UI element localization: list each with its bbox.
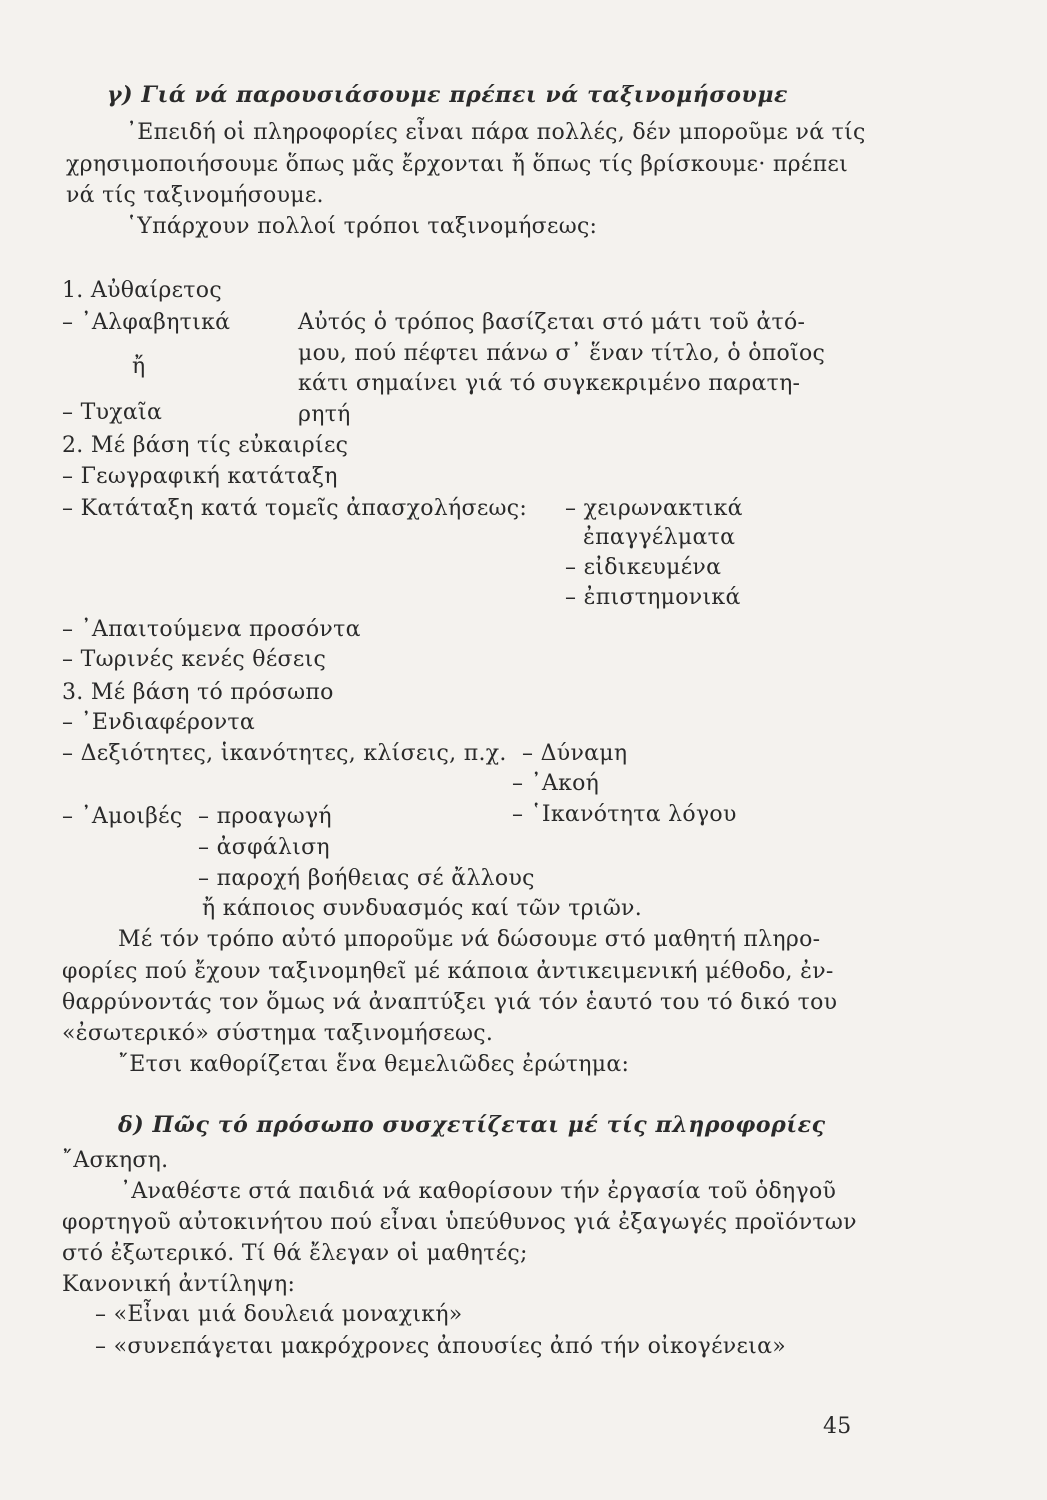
section-d-normal: Κανονική ἀντίληψη:: [62, 1272, 296, 1297]
section-g-para1-line3: νά τίς ταξινομήσουμε.: [66, 183, 324, 208]
section-g-para3-line4: «ἐσωτερικό» σύστημα ταξινομήσεως.: [62, 1021, 494, 1046]
item2-requirements: – ᾿Απαιτούμενα προσόντα: [62, 617, 361, 642]
section-d-quote1: – «Εἶναι μιά δουλειά μοναχική»: [95, 1302, 463, 1327]
section-d-quote2: – «συνεπάγεται μακρόχρονες ἀπουσίες ἀπό τήν οἰκογένεια»: [95, 1334, 786, 1359]
item1-desc-line4: ρητή: [298, 402, 351, 427]
item2-sectors: – Κατάταξη κατά τομεῖς ἀπασχολήσεως:: [62, 496, 528, 521]
page-number: 45: [823, 1414, 852, 1439]
item2-geo: – Γεωγραφική κατάταξη: [62, 464, 338, 489]
item1-desc-line3: κάτι σημαίνει γιά τό συγκεκριμένο παρατη-: [298, 371, 801, 396]
section-g-para3-line2: φορίες πού ἔχουν ταξινομηθεῖ μέ κάποια ἀντικειμενική μέθοδο, ἐν-: [62, 959, 834, 984]
item2-sub-scientific: – ἐπιστημονικά: [565, 585, 741, 610]
item1-desc-line1: Αὐτός ὁ τρόπος βασίζεται στό μάτι τοῦ ἀτό-: [298, 310, 806, 335]
item1-title: 1. Αὐθαίρετος: [62, 278, 222, 303]
section-g-para1-line1: ᾿Επειδή οἱ πληροφορίες εἶναι πάρα πολλές, δέν μποροῦμε νά τίς: [126, 120, 866, 145]
item3-interests: – ᾿Ενδιαφέροντα: [62, 710, 256, 735]
section-d-exercise: ῎Ασκηση.: [62, 1148, 169, 1173]
item3-title: 3. Μέ βάση τό πρόσωπο: [62, 680, 334, 705]
item2-sub-manual: – χειρωνακτικά: [565, 496, 743, 521]
item2-vacancies: – Τωρινές κενές θέσεις: [62, 647, 327, 672]
item1-random: – Τυχαῖα: [62, 400, 163, 425]
item3-skill-hearing: – ᾿Ακοή: [512, 771, 600, 796]
section-g-para4: ῎Ετσι καθορίζεται ἕνα θεμελιῶδες ἐρώτημα:: [118, 1052, 630, 1077]
section-d-para1-line3: στό ἐξωτερικό. Τί θά ἔλεγαν οἱ μαθητές;: [62, 1241, 528, 1266]
item3-skill-strength: – Δύναμη: [522, 741, 628, 766]
section-g-para1-line2: χρησιμοποιήσουμε ὅπως μᾶς ἔρχονται ἤ ὅπως τίς βρίσκουμε· πρέπει: [66, 152, 848, 177]
item1-or: ἤ: [132, 354, 146, 379]
item3-skill-speech: – ῾Ικανότητα λόγου: [512, 802, 737, 827]
item1-alpha: – ᾿Αλφαβητικά: [62, 310, 231, 335]
section-d-para1-line1: ᾿Αναθέστε στά παιδιά νά καθορίσουν τήν ἐργασία τοῦ ὁδηγοῦ: [120, 1179, 837, 1204]
item2-title: 2. Μέ βάση τίς εὐκαιρίες: [62, 433, 349, 458]
item3-reward-promotion: – προαγωγή: [198, 804, 332, 829]
section-g-para2: ῾Υπάρχουν πολλοί τρόποι ταξινομήσεως:: [126, 214, 598, 239]
item3-skills: – Δεξιότητες, ἱκανότητες, κλίσεις, π.χ.: [62, 741, 507, 766]
item2-sub-professions: ἐπαγγέλματα: [583, 525, 736, 550]
section-g-para3-line1: Μέ τόν τρόπο αὐτό μποροῦμε νά δώσουμε στό μαθητή πληρο-: [118, 927, 821, 952]
section-d-para1-line2: φορτηγοῦ αὐτοκινήτου πού εἶναι ὑπεύθυνος γιά ἐξαγωγές προϊόντων: [62, 1210, 857, 1235]
section-g-para3-line3: θαρρύνοντάς τον ὅμως νά ἀναπτύξει γιά τόν ἑαυτό του τό δικό του: [62, 990, 838, 1015]
section-g-heading: γ) Γιά νά παρουσιάσουμε πρέπει νά ταξινομήσουμε: [107, 82, 789, 108]
item1-desc-line2: μου, πού πέφτει πάνω σ᾿ ἕναν τίτλο, ὁ ὁποῖος: [298, 341, 826, 366]
section-d-heading: δ) Πῶς τό πρόσωπο συσχετίζεται μέ τίς πληροφορίες: [118, 1112, 826, 1138]
item2-sub-specialized: – εἰδικευμένα: [565, 555, 722, 580]
item3-reward-insurance: – ἀσφάλιση: [198, 835, 330, 860]
item3-rewards: – ᾿Αμοιβές: [62, 804, 183, 829]
item3-reward-help: – παροχή βοήθειας σέ ἄλλους: [198, 866, 535, 891]
item3-reward-combination: ἤ κάποιος συνδυασμός καί τῶν τριῶν.: [202, 896, 643, 921]
